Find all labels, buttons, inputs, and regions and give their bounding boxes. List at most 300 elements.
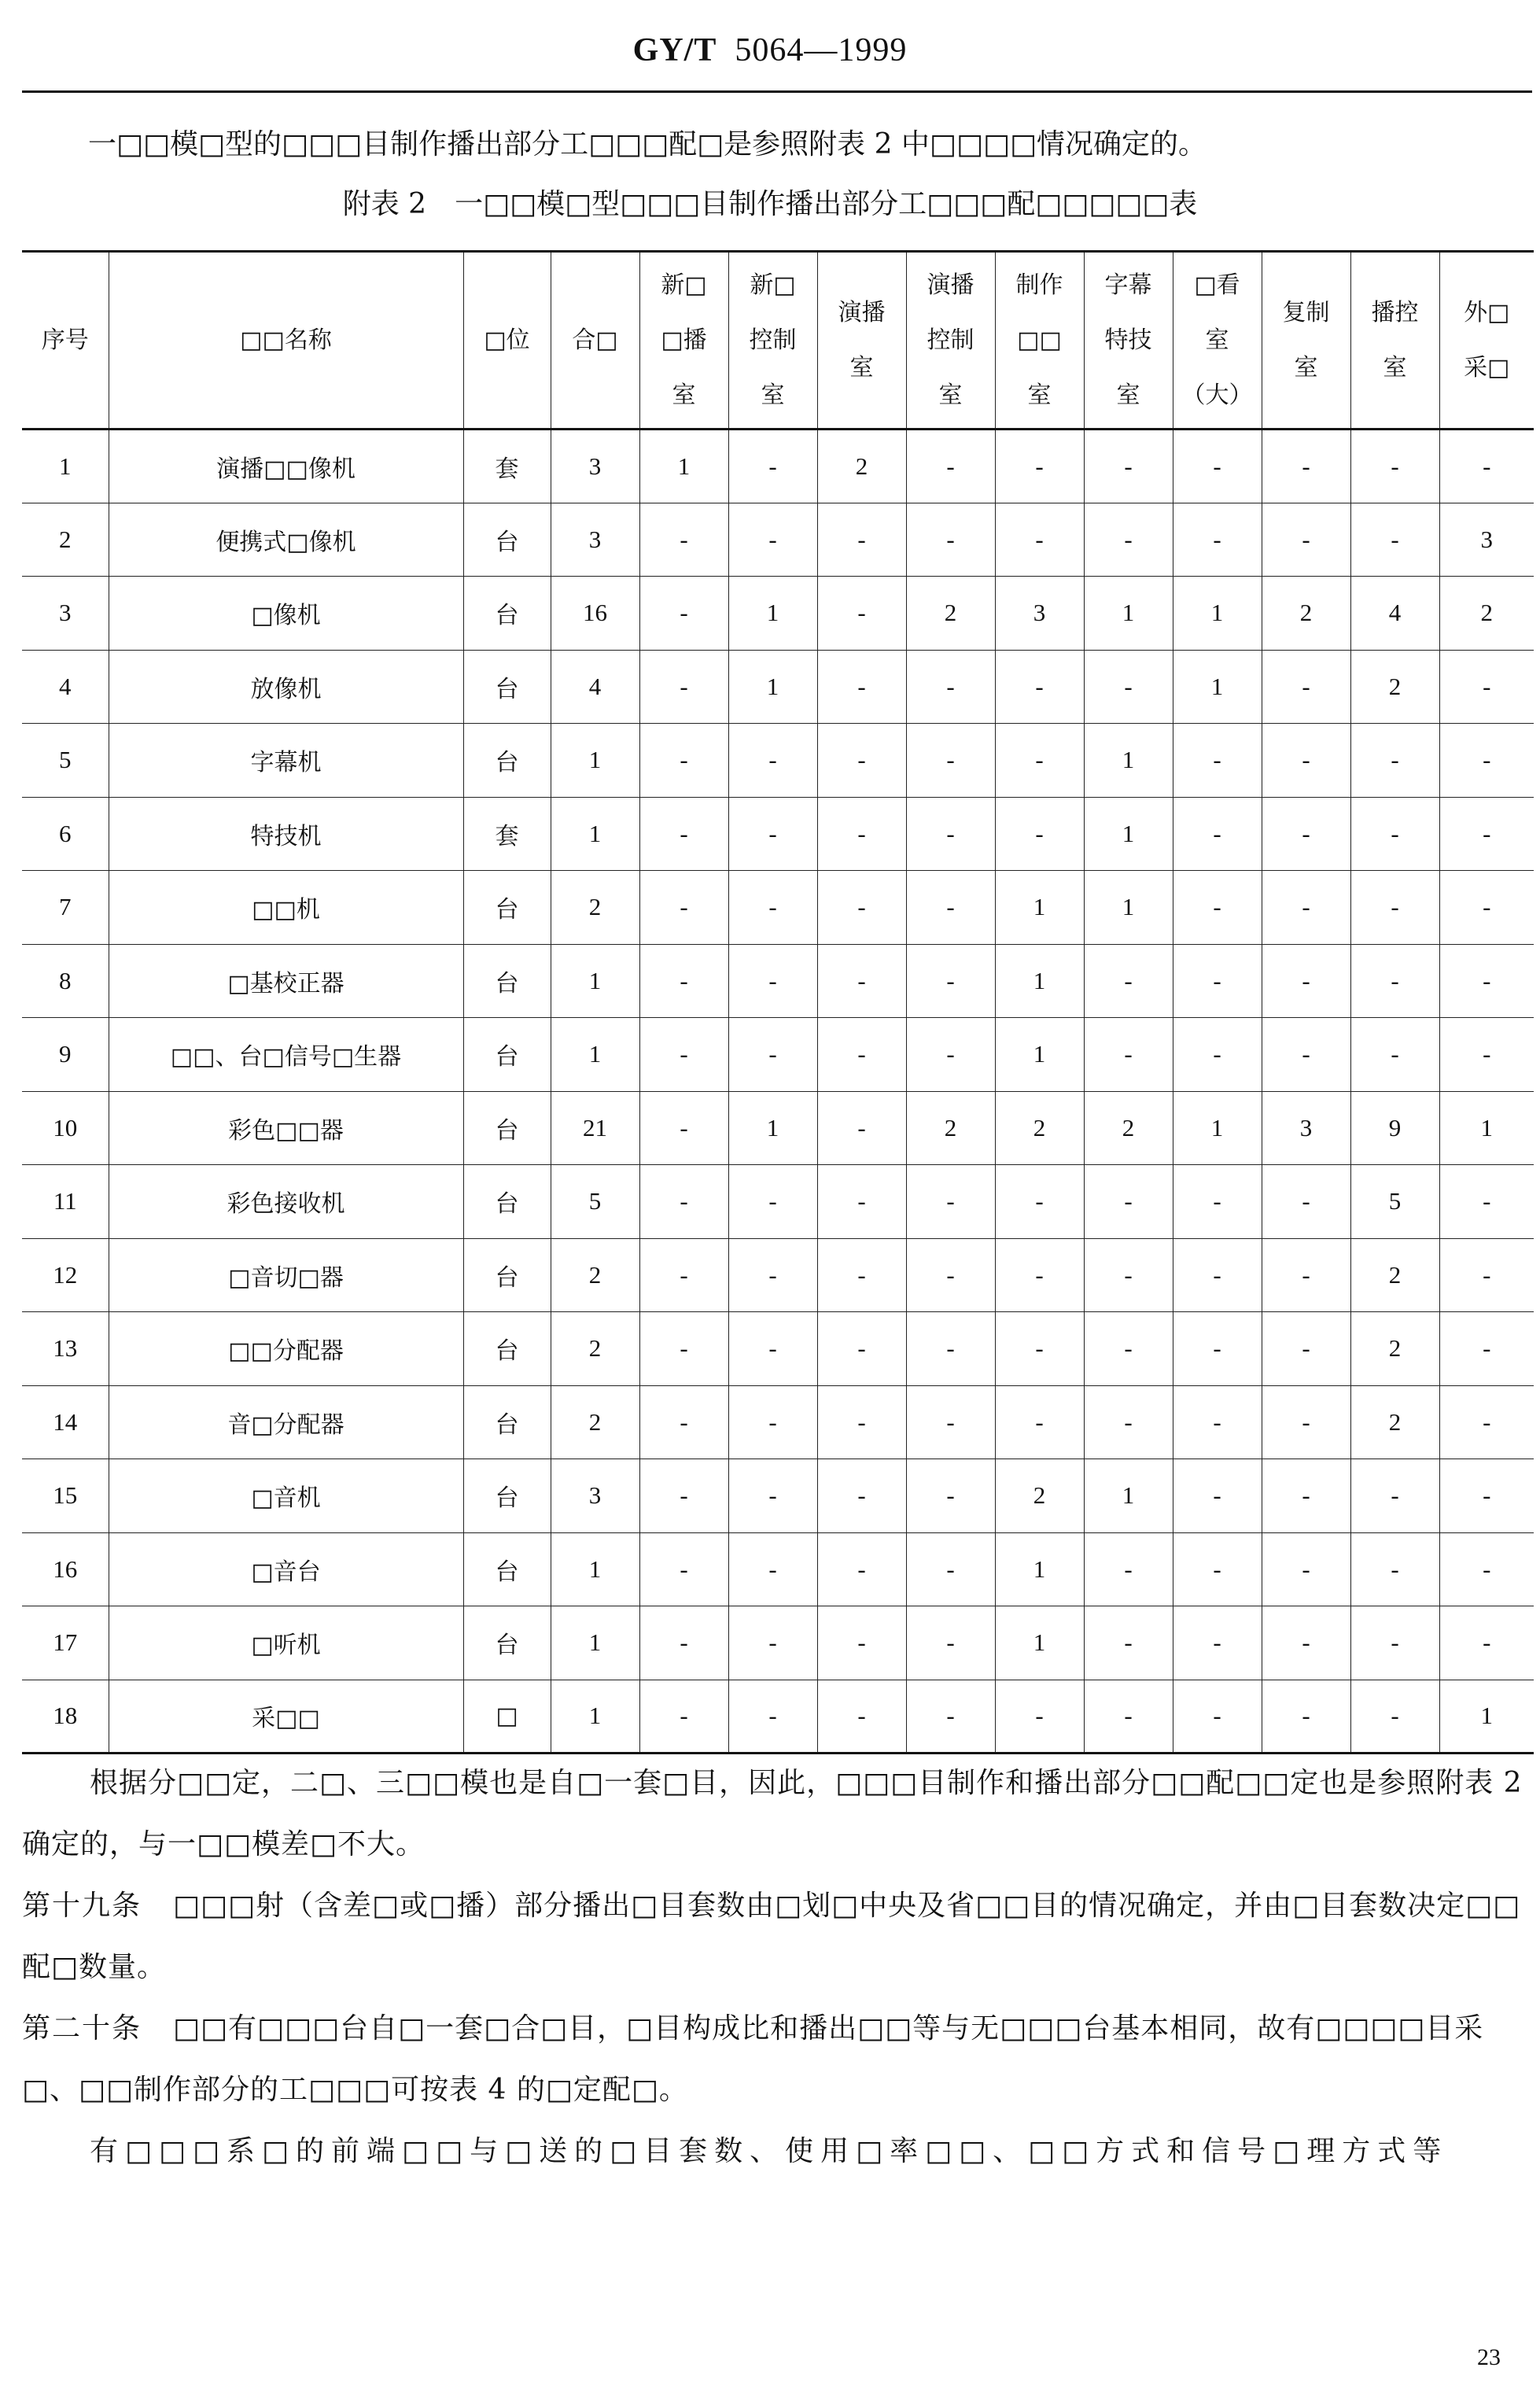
quantity-cell: 1: [551, 1606, 639, 1680]
equipment-name-cell: □听机: [109, 1606, 463, 1680]
column-header: [551, 252, 639, 430]
row-index-cell: 13: [22, 1312, 109, 1386]
table-row: [22, 797, 1534, 871]
quantity-cell: -: [1262, 1459, 1350, 1533]
quantity-cell: 1: [1439, 1091, 1534, 1165]
article-20-text: □□有□□□台自□一套□合□目，□目构成比和播出□□等与无□□□台基本相同，故有□□□□目采□、□□制作部分的工□□□可按表 4 的□定配□。: [22, 2012, 1484, 2106]
quantity-cell: -: [639, 724, 728, 798]
equipment-name-cell: □像机: [109, 577, 463, 651]
standard-code: GY/T: [632, 32, 717, 68]
quantity-cell: -: [1084, 650, 1173, 724]
quantity-cell: 1: [728, 650, 817, 724]
quantity-cell: -: [906, 797, 995, 871]
quantity-cell: -: [728, 724, 817, 798]
column-header-line: 外□: [1464, 298, 1510, 326]
quantity-cell: -: [1084, 1312, 1173, 1386]
quantity-cell: -: [1173, 1018, 1262, 1092]
quantity-cell: -: [995, 1385, 1084, 1459]
quantity-cell: -: [1084, 1385, 1173, 1459]
quantity-cell: 1: [551, 944, 639, 1018]
quantity-cell: -: [1439, 1312, 1534, 1386]
quantity-cell: -: [1350, 944, 1439, 1018]
column-header-line: 室: [849, 353, 874, 382]
quantity-cell: -: [817, 1385, 906, 1459]
unit-cell: 台: [463, 1165, 551, 1239]
quantity-cell: -: [639, 650, 728, 724]
quantity-cell: 1: [995, 871, 1084, 945]
table-row: [22, 1385, 1534, 1459]
column-header: [1173, 252, 1262, 430]
quantity-cell: -: [906, 1385, 995, 1459]
quantity-cell: 1: [995, 1606, 1084, 1680]
table-row: [22, 503, 1534, 577]
quantity-cell: -: [995, 1312, 1084, 1386]
quantity-cell: 1: [1084, 871, 1173, 945]
quantity-cell: -: [1262, 1385, 1350, 1459]
quantity-cell: 1: [995, 1018, 1084, 1092]
quantity-cell: -: [728, 1018, 817, 1092]
equipment-name-cell: 采□□: [109, 1680, 463, 1754]
paragraph-frontend: 有□□□系□的前端□□与□送的□目套数、使用□率□□、□□方式和信号□理方式等: [90, 2135, 1449, 2167]
quantity-cell: -: [1262, 1606, 1350, 1680]
column-header-line: 控制: [749, 326, 797, 354]
quantity-cell: -: [1173, 944, 1262, 1018]
quantity-cell: 3: [551, 430, 639, 503]
quantity-cell: -: [1439, 724, 1534, 798]
column-header-line: 室: [1205, 326, 1229, 354]
unit-cell: □: [463, 1680, 551, 1754]
row-index-cell: 10: [22, 1091, 109, 1165]
quantity-cell: -: [1439, 1606, 1534, 1680]
quantity-cell: 2: [1350, 1312, 1439, 1386]
unit-cell: 台: [463, 503, 551, 577]
column-header: [817, 252, 906, 430]
column-header-line: 演播: [838, 298, 886, 326]
equipment-name-cell: □□分配器: [109, 1312, 463, 1386]
equipment-name-cell: □□机: [109, 871, 463, 945]
column-header-line: □看: [1194, 271, 1240, 299]
table-row: [22, 430, 1534, 503]
quantity-cell: 1: [639, 430, 728, 503]
table-row: [22, 944, 1534, 1018]
column-header-line: 序号: [41, 326, 89, 354]
column-header: [995, 252, 1084, 430]
quantity-cell: 2: [817, 430, 906, 503]
quantity-cell: -: [1173, 1385, 1262, 1459]
quantity-cell: -: [1173, 430, 1262, 503]
table-row: [22, 1459, 1534, 1533]
column-header: [728, 252, 817, 430]
unit-cell: 台: [463, 577, 551, 651]
quantity-cell: -: [817, 1680, 906, 1754]
quantity-cell: -: [1084, 503, 1173, 577]
quantity-cell: -: [1439, 650, 1534, 724]
equipment-name-cell: 演播□□像机: [109, 430, 463, 503]
quantity-cell: -: [817, 1018, 906, 1092]
table-row: [22, 650, 1534, 724]
quantity-cell: -: [817, 1091, 906, 1165]
quantity-cell: -: [728, 1312, 817, 1386]
quantity-cell: 3: [551, 1459, 639, 1533]
quantity-cell: -: [1350, 1606, 1439, 1680]
quantity-cell: -: [1439, 1385, 1534, 1459]
column-header-line: 室: [1383, 353, 1407, 382]
quantity-cell: -: [995, 1680, 1084, 1754]
quantity-cell: -: [995, 430, 1084, 503]
column-header-line: 新□: [661, 271, 707, 299]
table-row: [22, 1680, 1534, 1754]
quantity-cell: 1: [551, 1018, 639, 1092]
column-header-line: 特技: [1104, 326, 1152, 354]
quantity-cell: -: [728, 797, 817, 871]
quantity-cell: -: [1173, 1459, 1262, 1533]
quantity-cell: 1: [1084, 797, 1173, 871]
header-rule: [22, 90, 1532, 93]
unit-cell: 台: [463, 1018, 551, 1092]
quantity-cell: -: [639, 1091, 728, 1165]
row-index-cell: 14: [22, 1385, 109, 1459]
quantity-cell: -: [639, 1680, 728, 1754]
article-19-label: 第十九条: [22, 1890, 142, 1922]
quantity-cell: -: [728, 1165, 817, 1239]
column-header-line: 新□: [750, 271, 796, 299]
quantity-cell: -: [906, 871, 995, 945]
quantity-cell: -: [1173, 1165, 1262, 1239]
unit-cell: 台: [463, 944, 551, 1018]
equipment-name-cell: 彩色□□器: [109, 1091, 463, 1165]
quantity-cell: 2: [551, 871, 639, 945]
equipment-name-cell: □音切□器: [109, 1238, 463, 1312]
quantity-cell: 21: [551, 1091, 639, 1165]
quantity-cell: -: [906, 1606, 995, 1680]
quantity-cell: -: [639, 1532, 728, 1606]
quantity-cell: 2: [995, 1091, 1084, 1165]
intro-paragraph: 一□□模□型的□□□目制作播出部分工□□□配□是参照附表 2 中□□□□情况确定的。: [88, 128, 1207, 160]
quantity-cell: 1: [551, 724, 639, 798]
row-index-cell: 12: [22, 1238, 109, 1312]
quantity-cell: 4: [551, 650, 639, 724]
quantity-cell: -: [1173, 1238, 1262, 1312]
quantity-cell: 1: [728, 577, 817, 651]
equipment-name-cell: 字幕机: [109, 724, 463, 798]
quantity-cell: -: [639, 1312, 728, 1386]
quantity-cell: -: [1084, 1606, 1173, 1680]
row-index-cell: 7: [22, 871, 109, 945]
row-index-cell: 8: [22, 944, 109, 1018]
quantity-cell: -: [906, 1459, 995, 1533]
column-header-line: 室: [1027, 381, 1052, 409]
quantity-cell: -: [1350, 797, 1439, 871]
quantity-cell: -: [817, 1165, 906, 1239]
quantity-cell: -: [1084, 944, 1173, 1018]
quantity-cell: -: [1350, 1532, 1439, 1606]
quantity-cell: 1: [1439, 1680, 1534, 1754]
quantity-cell: -: [1439, 1532, 1534, 1606]
quantity-cell: -: [1350, 1018, 1439, 1092]
row-index-cell: 3: [22, 577, 109, 651]
table-row: [22, 871, 1534, 945]
unit-cell: 台: [463, 1385, 551, 1459]
quantity-cell: 5: [1350, 1165, 1439, 1239]
quantity-cell: 2: [551, 1385, 639, 1459]
quantity-cell: -: [817, 1606, 906, 1680]
quantity-cell: -: [1084, 1680, 1173, 1754]
unit-cell: 台: [463, 871, 551, 945]
quantity-cell: 2: [1350, 1238, 1439, 1312]
quantity-cell: -: [1262, 1018, 1350, 1092]
table-row: [22, 1312, 1534, 1386]
row-index-cell: 11: [22, 1165, 109, 1239]
quantity-cell: -: [1262, 797, 1350, 871]
article-20: [22, 1998, 1532, 2121]
unit-cell: 台: [463, 650, 551, 724]
quantity-cell: -: [1173, 871, 1262, 945]
quantity-cell: -: [1439, 797, 1534, 871]
quantity-cell: -: [817, 650, 906, 724]
quantity-cell: -: [639, 1385, 728, 1459]
article-19: [22, 1875, 1532, 1998]
column-header-line: □□名称: [240, 326, 332, 354]
quantity-cell: -: [728, 1532, 817, 1606]
column-header-line: □位: [484, 326, 530, 354]
quantity-cell: -: [1084, 1238, 1173, 1312]
unit-cell: 台: [463, 1606, 551, 1680]
quantity-cell: -: [1350, 1680, 1439, 1754]
table-row: [22, 1238, 1534, 1312]
table-header-row: [22, 252, 1534, 430]
quantity-cell: 5: [551, 1165, 639, 1239]
quantity-cell: -: [906, 650, 995, 724]
unit-cell: 台: [463, 1091, 551, 1165]
quantity-cell: -: [1262, 944, 1350, 1018]
quantity-cell: -: [1173, 1606, 1262, 1680]
quantity-cell: 1: [1173, 650, 1262, 724]
quantity-cell: -: [817, 577, 906, 651]
quantity-cell: -: [817, 797, 906, 871]
quantity-cell: -: [639, 871, 728, 945]
quantity-cell: -: [995, 650, 1084, 724]
column-header-line: 室: [761, 381, 785, 409]
quantity-cell: -: [728, 1238, 817, 1312]
quantity-cell: -: [1262, 1680, 1350, 1754]
quantity-cell: -: [1262, 1238, 1350, 1312]
quantity-cell: 4: [1350, 577, 1439, 651]
quantity-cell: 1: [551, 1680, 639, 1754]
quantity-cell: -: [639, 1238, 728, 1312]
row-index-cell: 6: [22, 797, 109, 871]
article-19-text: □□□射（含差□或□播）部分播出□目套数由□划□中央及省□□目的情况确定，并由□目套数决定□□配□数量。: [22, 1890, 1521, 1983]
equipment-name-cell: 音□分配器: [109, 1385, 463, 1459]
quantity-cell: -: [906, 1018, 995, 1092]
quantity-cell: 2: [1262, 577, 1350, 651]
column-header: [1350, 252, 1439, 430]
quantity-cell: -: [639, 503, 728, 577]
quantity-cell: -: [1262, 724, 1350, 798]
quantity-cell: 2: [551, 1238, 639, 1312]
quantity-cell: 1: [728, 1091, 817, 1165]
quantity-cell: -: [728, 1606, 817, 1680]
quantity-cell: -: [639, 577, 728, 651]
column-header-line: 复制: [1282, 298, 1330, 326]
quantity-cell: -: [1084, 1018, 1173, 1092]
column-header-line: 室: [1294, 353, 1318, 382]
quantity-cell: -: [817, 871, 906, 945]
page-header: [0, 31, 1540, 69]
quantity-cell: -: [639, 944, 728, 1018]
quantity-cell: 9: [1350, 1091, 1439, 1165]
quantity-cell: -: [906, 430, 995, 503]
row-index-cell: 15: [22, 1459, 109, 1533]
quantity-cell: -: [728, 1459, 817, 1533]
quantity-cell: -: [728, 503, 817, 577]
article-20-label: 第二十条: [22, 2012, 142, 2045]
quantity-cell: -: [906, 1238, 995, 1312]
quantity-cell: -: [639, 797, 728, 871]
column-header-line: 字幕: [1104, 271, 1152, 299]
equipment-name-cell: □基校正器: [109, 944, 463, 1018]
quantity-cell: -: [995, 1238, 1084, 1312]
quantity-cell: -: [639, 1459, 728, 1533]
quantity-cell: 3: [995, 577, 1084, 651]
quantity-cell: -: [1173, 1312, 1262, 1386]
quantity-cell: -: [728, 1680, 817, 1754]
quantity-cell: -: [1350, 503, 1439, 577]
quantity-cell: -: [728, 430, 817, 503]
column-header-line: □□: [1017, 326, 1062, 354]
quantity-cell: -: [1350, 724, 1439, 798]
quantity-cell: 3: [551, 503, 639, 577]
column-header: [906, 252, 995, 430]
row-index-cell: 2: [22, 503, 109, 577]
quantity-cell: 2: [1350, 1385, 1439, 1459]
quantity-cell: 3: [1439, 503, 1534, 577]
quantity-cell: -: [1262, 1532, 1350, 1606]
unit-cell: 台: [463, 1459, 551, 1533]
column-header: [639, 252, 728, 430]
quantity-cell: -: [1439, 430, 1534, 503]
quantity-cell: 2: [1084, 1091, 1173, 1165]
quantity-cell: -: [906, 1165, 995, 1239]
quantity-cell: -: [1173, 797, 1262, 871]
row-index-cell: 4: [22, 650, 109, 724]
column-header: [109, 252, 463, 430]
quantity-cell: -: [906, 1312, 995, 1386]
quantity-cell: -: [1262, 650, 1350, 724]
equipment-name-cell: 特技机: [109, 797, 463, 871]
row-index-cell: 16: [22, 1532, 109, 1606]
quantity-cell: -: [639, 1606, 728, 1680]
quantity-cell: -: [1173, 1532, 1262, 1606]
table-row: [22, 1532, 1534, 1606]
quantity-cell: -: [1350, 1459, 1439, 1533]
quantity-cell: -: [1350, 871, 1439, 945]
column-header: [1084, 252, 1173, 430]
quantity-cell: 2: [906, 577, 995, 651]
quantity-cell: 16: [551, 577, 639, 651]
equipment-name-cell: 放像机: [109, 650, 463, 724]
quantity-cell: -: [1173, 1680, 1262, 1754]
quantity-cell: -: [906, 503, 995, 577]
quantity-cell: -: [906, 724, 995, 798]
column-header-line: （大）: [1181, 381, 1253, 409]
quantity-cell: -: [1439, 1459, 1534, 1533]
quantity-cell: -: [728, 944, 817, 1018]
column-header: [463, 252, 551, 430]
column-header-line: 播控: [1371, 298, 1419, 326]
quantity-cell: -: [1439, 1165, 1534, 1239]
quantity-cell: -: [1439, 944, 1534, 1018]
page-number: 23: [1477, 2344, 1501, 2370]
quantity-cell: -: [995, 1165, 1084, 1239]
quantity-cell: -: [817, 944, 906, 1018]
equipment-name-cell: □□、台□信号□生器: [109, 1018, 463, 1092]
quantity-cell: 2: [1350, 650, 1439, 724]
quantity-cell: -: [817, 1238, 906, 1312]
quantity-cell: -: [1084, 430, 1173, 503]
column-header-line: 室: [672, 381, 696, 409]
standard-number: 5064—1999: [735, 32, 908, 68]
quantity-cell: -: [1262, 871, 1350, 945]
row-index-cell: 5: [22, 724, 109, 798]
column-header-line: □播: [661, 326, 707, 354]
table-row: [22, 1018, 1534, 1092]
quantity-cell: -: [906, 944, 995, 1018]
quantity-cell: -: [817, 1312, 906, 1386]
column-header: [1262, 252, 1350, 430]
column-header-line: 制作: [1015, 271, 1063, 299]
column-header-line: 控制: [927, 326, 974, 354]
quantity-cell: -: [817, 503, 906, 577]
quantity-cell: -: [639, 1018, 728, 1092]
table-row: [22, 1091, 1534, 1165]
quantity-cell: -: [1084, 1532, 1173, 1606]
table-row: [22, 724, 1534, 798]
table-caption: 附表 2 一□□模□型□□□目制作播出部分工□□□配□□□□□表: [342, 188, 1198, 220]
equipment-table: [22, 250, 1534, 1754]
table-body: [22, 430, 1534, 1754]
row-index-cell: 9: [22, 1018, 109, 1092]
quantity-cell: 1: [1173, 1091, 1262, 1165]
quantity-cell: -: [1439, 1018, 1534, 1092]
unit-cell: 台: [463, 1532, 551, 1606]
quantity-cell: -: [1439, 871, 1534, 945]
column-header-line: 演播: [927, 271, 974, 299]
column-header: [1439, 252, 1534, 430]
quantity-cell: -: [817, 724, 906, 798]
quantity-cell: 1: [1084, 724, 1173, 798]
quantity-cell: -: [1084, 1165, 1173, 1239]
row-index-cell: 18: [22, 1680, 109, 1754]
quantity-cell: 1: [995, 944, 1084, 1018]
quantity-cell: 1: [551, 1532, 639, 1606]
quantity-cell: -: [995, 797, 1084, 871]
quantity-cell: -: [1439, 1238, 1534, 1312]
quantity-cell: -: [728, 1385, 817, 1459]
quantity-cell: -: [639, 1165, 728, 1239]
quantity-cell: 1: [551, 797, 639, 871]
quantity-cell: -: [1262, 1165, 1350, 1239]
quantity-cell: 1: [1084, 1459, 1173, 1533]
equipment-name-cell: □音机: [109, 1459, 463, 1533]
quantity-cell: 2: [995, 1459, 1084, 1533]
paragraph-scale: 根据分□□定，二□、三□□模也是自□一套□目，因此，□□□目制作和播出部分□□配□□定也是参照附表 2 确定的，与一□□模差□不大。: [22, 1767, 1523, 1860]
unit-cell: 台: [463, 724, 551, 798]
row-index-cell: 17: [22, 1606, 109, 1680]
column-header-line: 合□: [572, 326, 618, 354]
quantity-cell: -: [728, 871, 817, 945]
table-row: [22, 577, 1534, 651]
quantity-cell: 2: [1439, 577, 1534, 651]
